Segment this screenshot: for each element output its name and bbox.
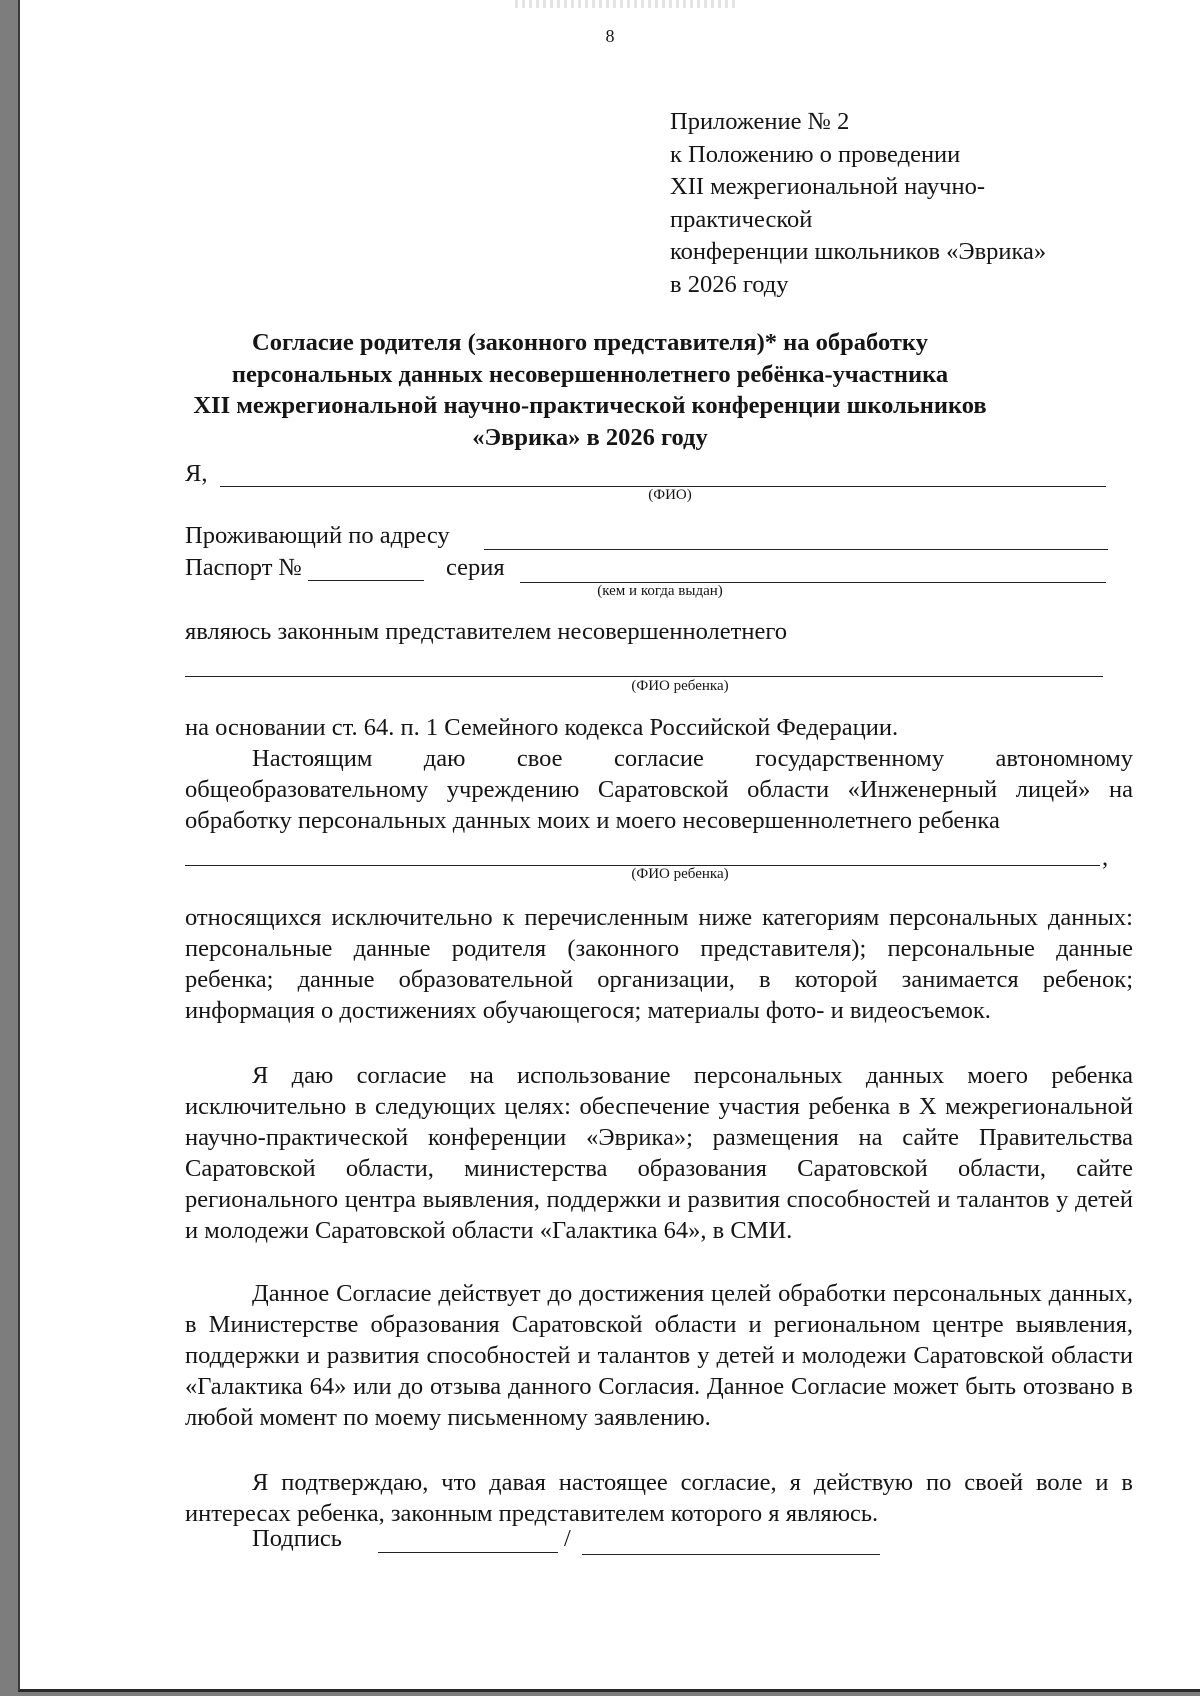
document-page (18, 0, 1200, 1692)
appendix-line: практической (670, 205, 813, 233)
fio-caption: (ФИО) (648, 487, 692, 503)
title-line: «Эврика» в 2026 году (472, 423, 708, 451)
title-line: персональных данных несовершеннолетнего ребёнка-участника (231, 360, 949, 388)
signature-separator: / (564, 1525, 571, 1552)
appendix-line: конференции школьников «Эврика» (670, 238, 1047, 265)
representative-text: являюсь законным представителем несовершеннолетнего (185, 618, 788, 645)
basis-text: на основании ст. 64. п. 1 Семейного кодекса Российской Федерации. (185, 714, 899, 741)
issued-caption: (кем и когда выдан) (597, 583, 723, 599)
purposes-paragraph: Я даю согласие на использование персональных данных моего ребенка исключительно в следующих целях: обеспечение участия ребенка в X межрегиональной научно-практической конференции «Эврика»; размещения на сайте Правительства Саратовской области, министерства образования Саратовской области, сайте регионального центра выявления, поддержки и развития способностей и талантов у детей и молодежи Саратовской области «Галактика 64», в СМИ. (185, 1062, 1133, 1244)
scan-artifact (515, 0, 735, 8)
document-title (180, 327, 1000, 453)
passport-label: Паспорт № (185, 554, 302, 581)
consent-paragraph: Настоящим даю свое согласие государственному автономному общеобразовательному учреждению Саратовской области «Инженерный лицей» на обработку персональных данных моих и моего несовершеннолетнего ребенка (185, 745, 1133, 834)
validity-paragraph: Данное Согласие действует до достижения целей обработки персональных данных, в Министерстве образования Саратовской области и региональном центре выявления, поддержки и развития способностей и талантов у детей и молодежи Саратовской области «Галактика 64» или до отзыва данного Согласия. Данное Согласие может быть отозвано в любой момент по моему письменному заявлению. (185, 1280, 1133, 1431)
categories-paragraph: относящихся исключительно к перечисленным ниже категориям персональных данных: персональные данные родителя (законного представителя); персональные данные ребенка; данные образовательной организации, в которой занимается ребенок; информация о достижениях обучающегося; материалы фото- и видеосъемок. (185, 904, 1133, 1024)
signature-name-blank-line[interactable] (582, 1554, 880, 1555)
signature-blank-line[interactable] (378, 1552, 558, 1553)
appendix-line: в 2026 году (670, 270, 789, 298)
series-label: серия (446, 554, 505, 581)
title-line: XII межрегиональной научно-практической конференции школьников (193, 392, 987, 419)
appendix-line: XII межрегиональной научно- (670, 173, 986, 200)
signature-label: Подпись (252, 1525, 342, 1552)
child-fio-caption: (ФИО ребенка) (631, 678, 729, 694)
title-line: Согласие родителя (законного представителя)* на обработку (252, 329, 928, 356)
address-label: Проживающий по адресу (185, 522, 450, 549)
child-fio-caption-2: (ФИО ребенка) (631, 866, 729, 882)
appendix-block (670, 106, 1046, 301)
appendix-line: Приложение № 2 (670, 108, 850, 135)
confirm-paragraph: Я подтверждаю, что давая настоящее согласие, я действую по своей воле и в интересах ребенка, законным представителем которого я являюсь. (185, 1469, 1133, 1527)
child-fio-blank-line[interactable] (185, 676, 1103, 677)
page-number: 8 (605, 26, 615, 46)
appendix-line: к Положению о проведении (670, 140, 961, 168)
passport-number-blank-line[interactable] (308, 580, 424, 581)
address-blank-line[interactable] (484, 549, 1108, 550)
i-label: Я, (185, 460, 208, 487)
comma: , (1102, 844, 1109, 871)
